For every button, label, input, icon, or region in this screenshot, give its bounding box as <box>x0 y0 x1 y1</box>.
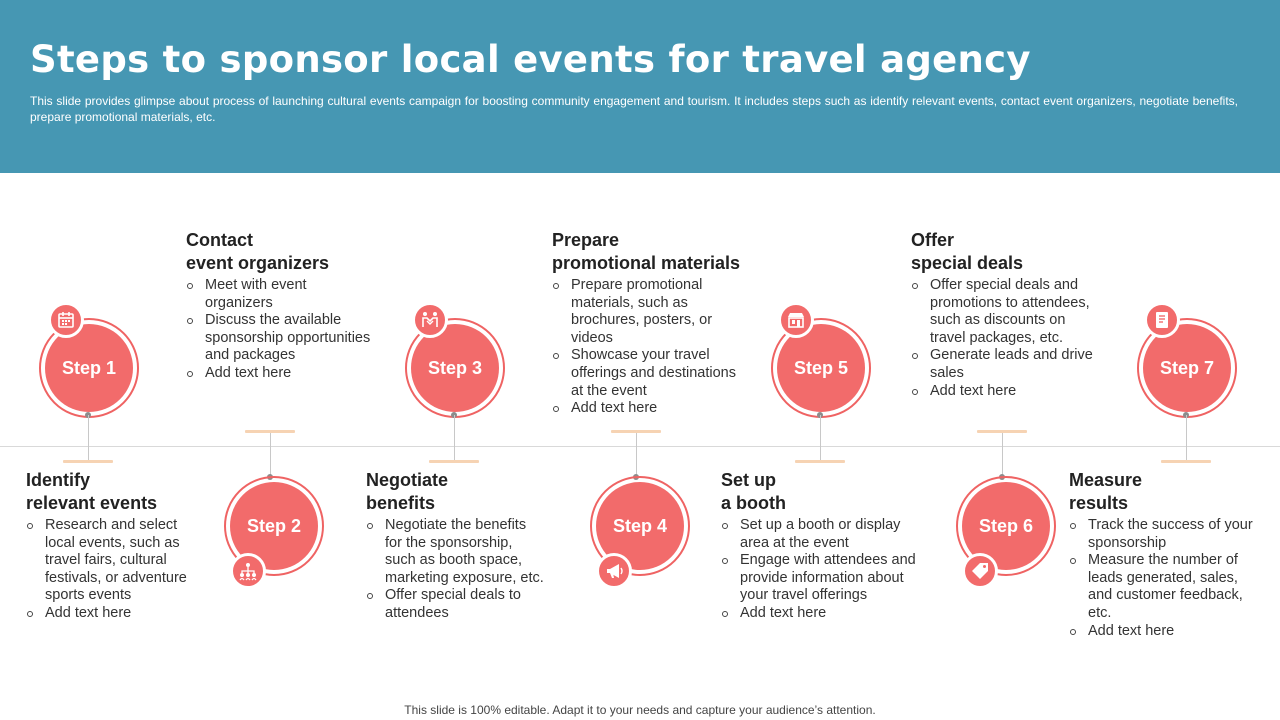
step-1-bullet: Add text here <box>26 605 206 623</box>
step-7-bullet: Track the success of your sponsorship <box>1069 517 1259 552</box>
booth-icon <box>786 310 806 330</box>
step-3-bullet: Negotiate the benefits for the sponsorship, such as booth space, marketing exposure, etc. <box>366 517 546 587</box>
step-5-connector <box>820 415 821 461</box>
step-5-bullet: Add text here <box>721 605 916 623</box>
step-6-badge <box>962 553 998 589</box>
step-6-bullet: Generate leads and drive sales <box>911 347 1096 382</box>
step-4-text-block <box>552 229 762 418</box>
step-7-accent-bar <box>1161 460 1211 463</box>
step-1-label: Step 1 <box>61 357 117 378</box>
step-3-bullet: Offer special deals to attendees <box>366 587 546 622</box>
calendar-icon <box>56 310 76 330</box>
network-icon <box>238 561 258 581</box>
step-7-label: Step 7 <box>1159 357 1215 378</box>
page-title: Steps to sponsor local events for travel agency <box>30 38 1031 81</box>
step-4-connector <box>636 433 637 477</box>
step-6-bullet: Add text here <box>911 383 1096 401</box>
megaphone-icon <box>604 561 624 581</box>
step-5-bullet: Engage with attendees and provide information about your travel offerings <box>721 552 916 605</box>
step-4-bullet: Showcase your travel offerings and destinations at the event <box>552 347 742 400</box>
step-5-bullet: Set up a booth or display area at the event <box>721 517 916 552</box>
handshake-icon <box>420 310 440 330</box>
step-1-badge <box>48 302 84 338</box>
step-2-badge <box>230 553 266 589</box>
step-4-bullet: Prepare promotional materials, such as brochures, posters, or videos <box>552 277 742 347</box>
page-subtitle: This slide provides glimpse about process of launching cultural events campaign for boosting community engagement and tourism. It includes steps such as identify relevant events, contact event organizers, negotiate benefits, prepare promotional materials, etc. <box>30 94 1238 124</box>
footer-note: This slide is 100% editable. Adapt it to your needs and capture your audience’s attention. <box>404 703 876 717</box>
step-1-bullet: Research and select local events, such as travel fairs, cultural festivals, or adventure sports events <box>26 517 206 605</box>
step-7-title: Measure results <box>1069 470 1143 513</box>
step-5-accent-bar <box>795 460 845 463</box>
step-4-badge <box>596 553 632 589</box>
step-2-bullet: Discuss the available sponsorship opportunities and packages <box>186 312 376 365</box>
step-3-badge <box>412 302 448 338</box>
header-banner <box>0 0 1280 173</box>
step-7-text-block <box>1069 469 1259 640</box>
step-5-label: Step 5 <box>793 357 849 378</box>
step-2-label: Step 2 <box>246 515 302 536</box>
step-2-bullet: Add text here <box>186 365 376 383</box>
step-3-text-block <box>366 469 546 623</box>
step-2-text-block <box>186 229 376 383</box>
step-6-title: Offer special deals <box>911 230 1024 273</box>
step-6-bullet: Offer special deals and promotions to attendees, such as discounts on travel packages, etc. <box>911 277 1096 347</box>
step-2-connector <box>270 433 271 477</box>
step-1-connector <box>88 415 89 461</box>
step-2-bullet: Meet with event organizers <box>186 277 376 312</box>
step-4-label: Step 4 <box>612 515 668 536</box>
step-3-connector <box>454 415 455 461</box>
step-1-text-block <box>26 469 206 623</box>
tag-icon <box>970 561 990 581</box>
step-2-title: Contact event organizers <box>186 230 330 273</box>
step-5-text-block <box>721 469 916 623</box>
step-3-title: Negotiate benefits <box>366 470 449 513</box>
step-7-badge <box>1144 302 1180 338</box>
step-1-accent-bar <box>63 460 113 463</box>
report-icon <box>1152 310 1172 330</box>
step-6-text-block <box>911 229 1096 400</box>
step-3-label: Step 3 <box>427 357 483 378</box>
step-7-bullet: Measure the number of leads generated, sales, and customer feedback, etc. <box>1069 552 1259 622</box>
step-3-accent-bar <box>429 460 479 463</box>
step-1-title: Identify relevant events <box>26 470 158 513</box>
step-7-bullet: Add text here <box>1069 623 1259 641</box>
step-6-connector <box>1002 433 1003 477</box>
step-7-connector <box>1186 415 1187 461</box>
step-6-label: Step 6 <box>978 515 1034 536</box>
step-5-title: Set up a booth <box>721 470 786 513</box>
timeline-line <box>0 446 1280 447</box>
step-4-bullet: Add text here <box>552 400 742 418</box>
step-5-badge <box>778 302 814 338</box>
step-4-title: Prepare promotional materials <box>552 230 741 273</box>
step-1-circle[interactable] <box>45 324 133 412</box>
